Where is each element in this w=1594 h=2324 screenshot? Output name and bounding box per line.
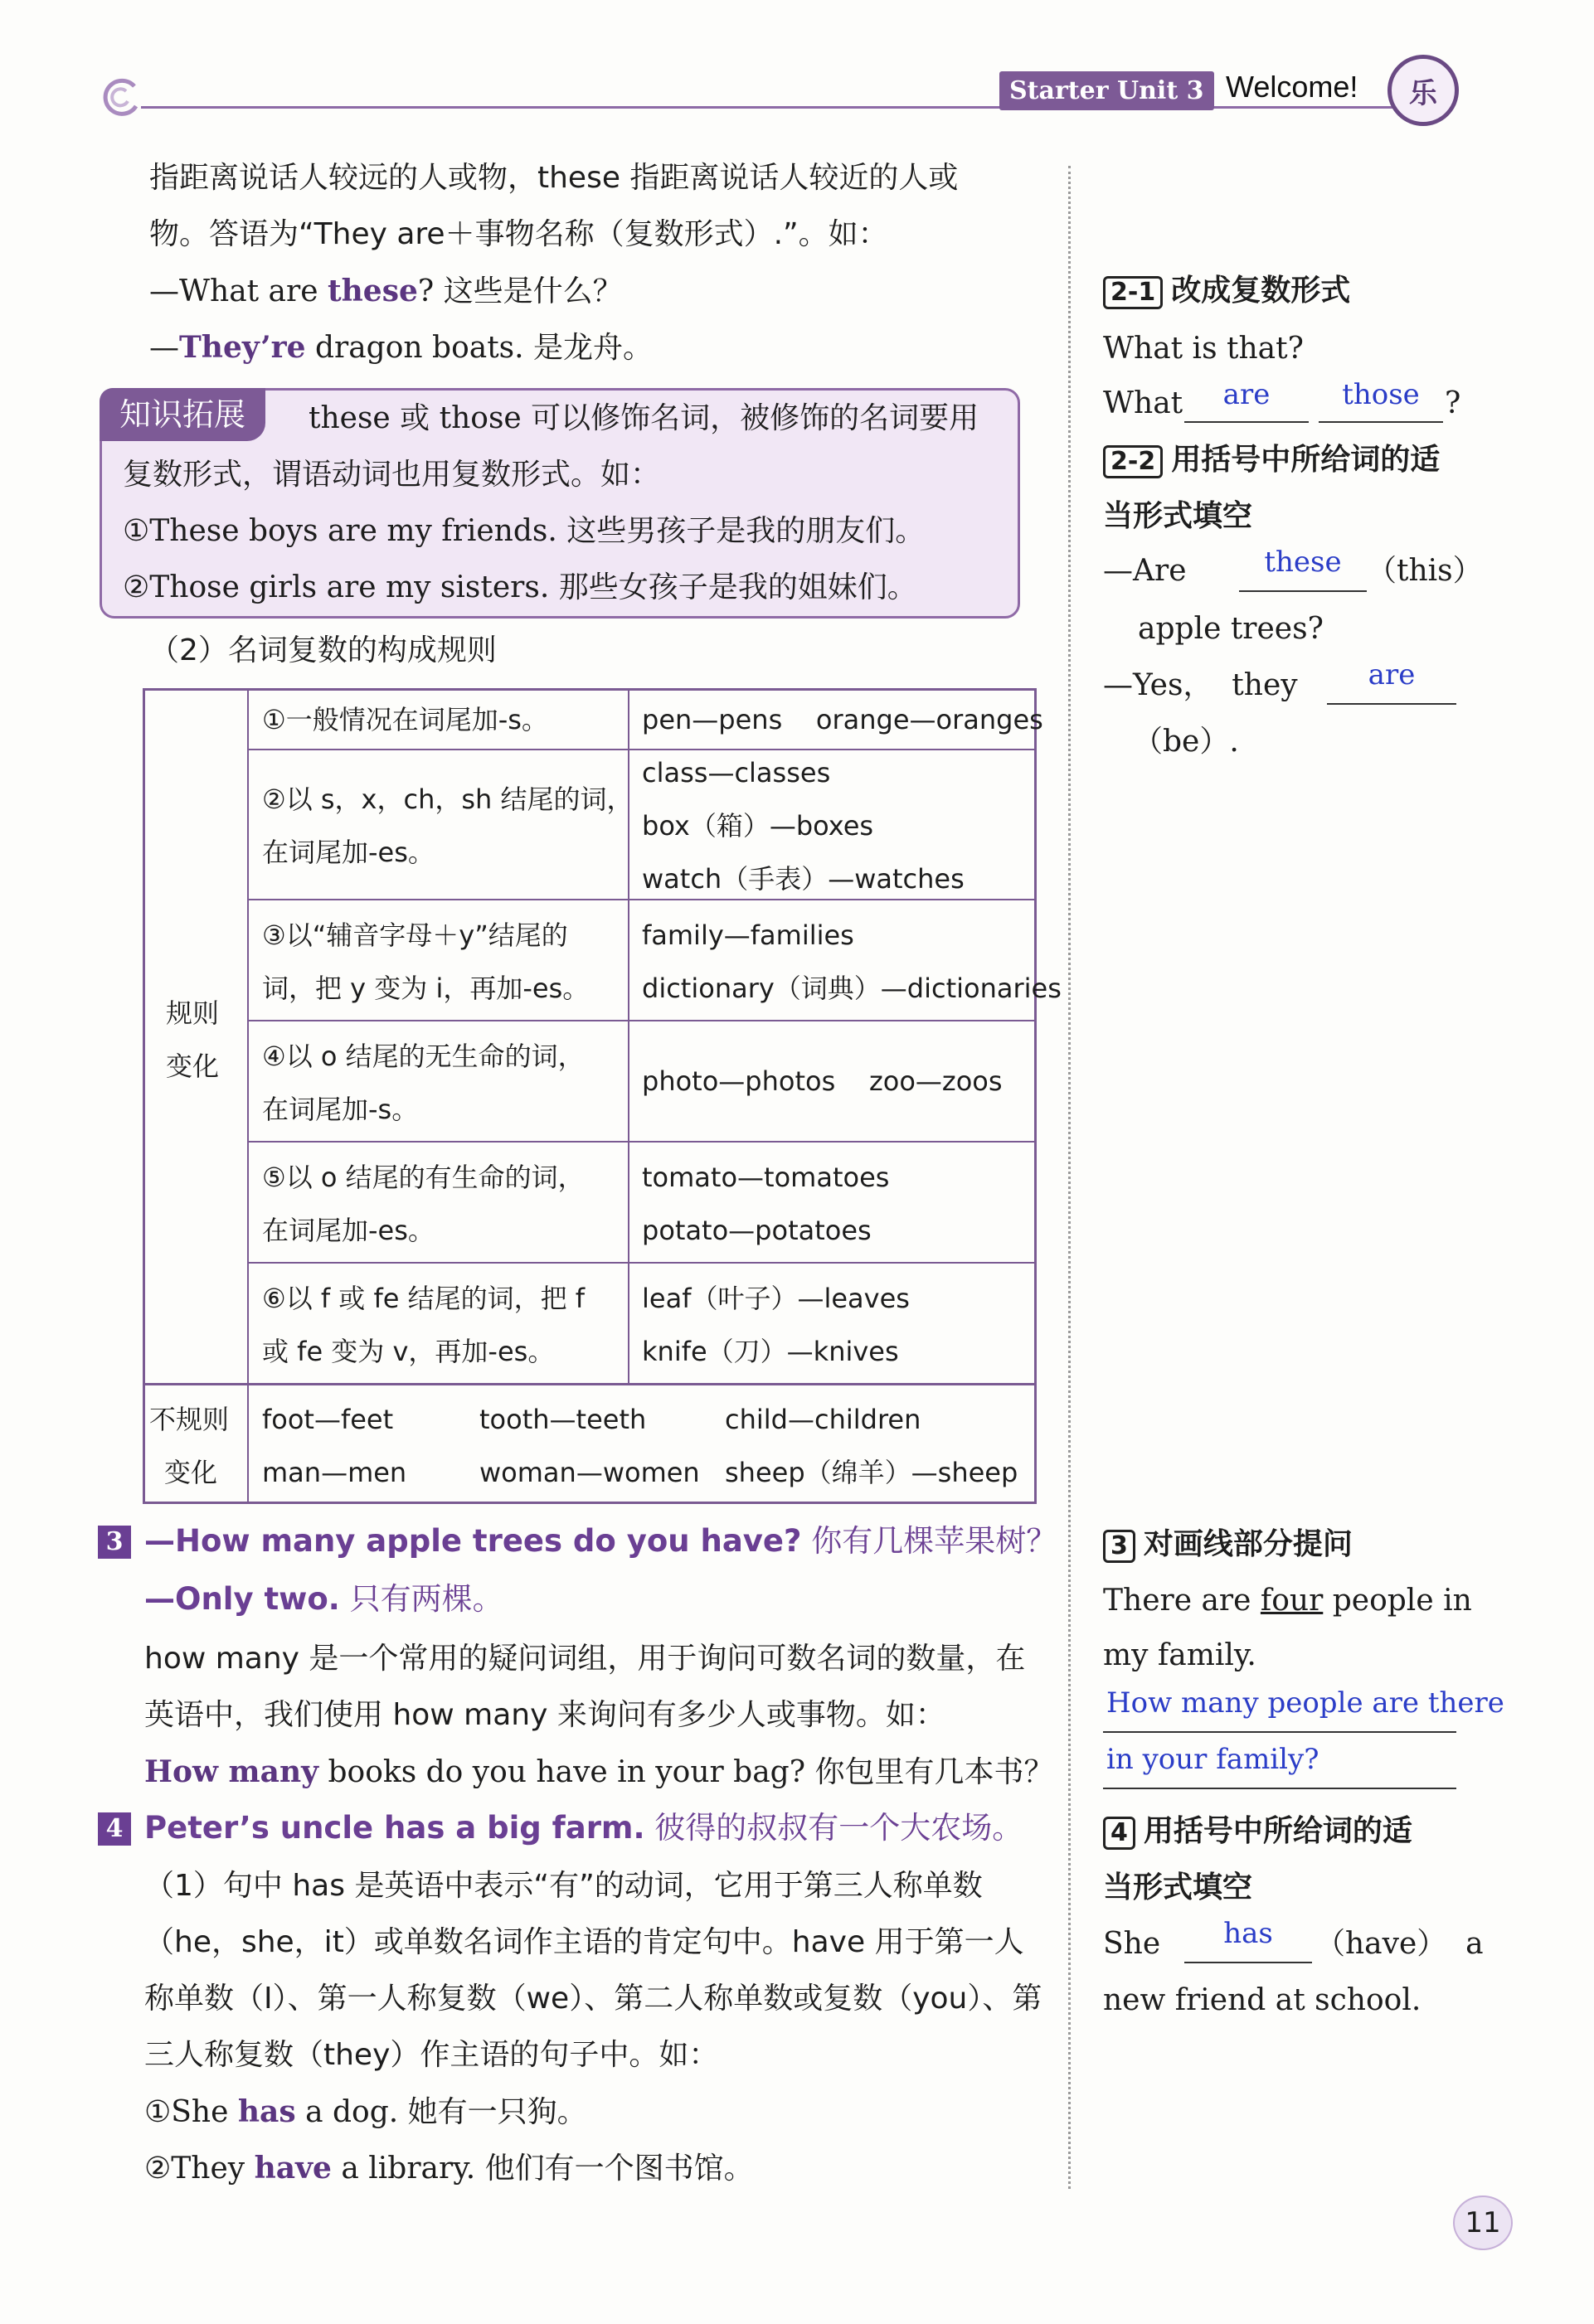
exercise-4-answer: has <box>1223 1917 1273 1950</box>
rule-3-example-1: family—families <box>642 919 854 951</box>
exercise-2-1-number: 2-1 <box>1103 276 1163 309</box>
exercise-3-number: 3 <box>1103 1530 1135 1563</box>
section-3-para-2: 英语中，我们使用 how many 来询问有多少人或事物。如： <box>144 1698 945 1732</box>
table-hline <box>247 1020 1037 1021</box>
rule-3-text-2: 词，把 y 变为 i，再加-es。 <box>262 973 590 1004</box>
section-4-para-3: 称单数（I）、第一人称复数（we）、第二人称单数或复数（you）、第 <box>144 1982 1042 2016</box>
exercise-2-1-title: 改成复数形式 <box>1171 274 1351 308</box>
exercise-4-title-2: 当形式填空 <box>1103 1870 1253 1904</box>
blank-underline <box>1103 1788 1456 1789</box>
rule-6-example-2: knife（刀）—knives <box>642 1336 899 1367</box>
ex-q-keyword: these <box>327 274 418 308</box>
exercise-4-she: She <box>1103 1927 1161 1961</box>
irregular-label-2: 变化 <box>164 1457 218 1488</box>
blank-underline <box>1239 590 1367 592</box>
exercise-4-line-2: new friend at school. <box>1103 1983 1421 2017</box>
exercise-3-answer-1: How many people are there <box>1106 1686 1504 1720</box>
exercise-3-underlined: four <box>1260 1584 1324 1618</box>
irregular-2c: sheep（绵羊）—sheep <box>725 1457 1018 1488</box>
rule-6-text-2: 或 fe 变为 v，再加-es。 <box>262 1336 555 1367</box>
section-3-answer-en: —Only two. <box>144 1581 340 1617</box>
exercise-2-2-answer-2: are <box>1368 658 1416 691</box>
rule-5-text-2: 在词尾加-es。 <box>262 1215 435 1246</box>
exercise-4-title-1: 用括号中所给词的适 <box>1143 1814 1412 1848</box>
exercise-2-2-hint-2: （be）. <box>1133 725 1239 759</box>
ex1-pre: ①She <box>144 2095 238 2129</box>
exercise-3-line-1 <box>1103 1580 1472 1622</box>
table-vline-irregular <box>247 1383 249 1504</box>
irregular-label-1: 不规则 <box>149 1404 230 1435</box>
intro-line-1: 指距离说话人较远的人或物，these 指距离说话人较近的人或 <box>149 161 959 195</box>
irregular-1c: child—children <box>725 1404 921 1435</box>
section-3-answer-cn: 只有两棵。 <box>339 1581 503 1617</box>
irregular-2a: man—men <box>262 1457 407 1488</box>
table-hline <box>247 1262 1037 1264</box>
swirl-icon <box>98 73 144 119</box>
exercise-4-hint: （have） a <box>1315 1927 1484 1961</box>
exercise-2-2-title-1: 用括号中所给词的适 <box>1171 443 1441 477</box>
exercise-2-1-heading <box>1103 270 1350 312</box>
table-caption: （2）名词复数的构成规则 <box>149 633 497 667</box>
rule-2-text-2: 在词尾加-es。 <box>262 837 435 868</box>
table-hline-irregular <box>143 1383 1037 1385</box>
section-4-heading <box>144 1807 1023 1849</box>
irregular-1b: tooth—teeth <box>479 1404 647 1435</box>
knowledge-line-1: these 或 those 可以修饰名词，被修饰的名词要用 <box>309 401 979 435</box>
knowledge-tag: 知识拓展 <box>100 388 265 441</box>
knowledge-line-3: ①These boys are my friends. 这些男孩子是我的朋友们。 <box>123 514 926 548</box>
intro-example-question <box>149 270 623 313</box>
ex1-keyword: has <box>237 2094 296 2129</box>
rule-3-text-1: ③以“辅音字母＋y”结尾的 <box>262 919 568 951</box>
ex-a-keyword: They’re <box>179 330 306 365</box>
exercise-2-2-yes: —Yes， they <box>1103 668 1298 702</box>
section-4-heading-en: Peter’s uncle has a big farm. <box>144 1810 645 1846</box>
exercise-2-1-answer-2: those <box>1342 378 1420 411</box>
section-4-para-2: （he，she，it）或单数名词作主语的肯定句中。have 用于第一人 <box>144 1925 1024 1959</box>
rule-1-example: pen—pens orange—oranges <box>642 704 1043 735</box>
rule-3-example-2: dictionary（词典）—dictionaries <box>642 973 1062 1004</box>
ex-q-post: ? 这些是什么？ <box>417 274 623 308</box>
ex2-keyword: have <box>254 2151 332 2186</box>
exercise-2-1-what: What <box>1103 386 1183 420</box>
blank-underline <box>1103 1731 1456 1733</box>
table-vline-label <box>247 688 249 1385</box>
blank-underline <box>1184 421 1309 423</box>
exercise-2-2-hint-1: （this） <box>1367 554 1483 588</box>
ex2-pre: ②They <box>144 2152 255 2186</box>
rule-1-text: ①一般情况在词尾加-s。 <box>262 704 548 735</box>
rule-2-example-3: watch（手表）—watches <box>642 863 965 895</box>
section-4-para-4: 三人称复数（they）作主语的句子中。如： <box>144 2038 719 2072</box>
section-3-question-cn: 你有几棵苹果树？ <box>801 1523 1057 1559</box>
section-3-question <box>144 1521 1057 1562</box>
section-4-para-1: （1）句中 has 是英语中表示“有”的动词，它用于第三人称单数 <box>144 1869 983 1903</box>
rule-2-example-1: class—classes <box>642 757 831 788</box>
section-3-example-rest: books do you have in your bag? 你包里有几本书？ <box>318 1755 1054 1789</box>
rule-5-example-1: tomato—tomatoes <box>642 1162 890 1193</box>
ex-q-pre: —What are <box>149 274 328 308</box>
knowledge-line-2: 复数形式，谓语动词也用复数形式。如： <box>123 458 661 492</box>
exercise-2-2-apple: apple trees? <box>1138 612 1324 646</box>
header-rule <box>141 106 1426 109</box>
exercise-2-1-prompt: What is that? <box>1103 332 1304 366</box>
exercise-3-line-1-post: people in <box>1323 1584 1472 1618</box>
section-4-example-1 <box>144 2091 587 2133</box>
section-3-question-en: —How many apple trees do you have? <box>144 1523 802 1559</box>
blank-underline <box>1327 703 1456 705</box>
ex1-post: a dog. 她有一只狗。 <box>295 2095 587 2129</box>
ex-a-pre: — <box>149 331 179 365</box>
rule-5-text-1: ⑤以 o 结尾的有生命的词， <box>262 1162 585 1193</box>
section-3-example-keyword: How many <box>144 1754 319 1789</box>
irregular-2b: woman—women <box>479 1457 700 1488</box>
exercise-4-number: 4 <box>1103 1817 1135 1850</box>
section-3-para-1: how many 是一个常用的疑问词组，用于询问可数名词的数量，在 <box>144 1642 1026 1676</box>
intro-example-answer <box>149 327 653 369</box>
section-3-number: 3 <box>98 1526 131 1559</box>
exercise-2-2-number: 2-2 <box>1103 445 1163 478</box>
regular-label-1: 规则 <box>166 997 220 1029</box>
rule-4-text-1: ④以 o 结尾的无生命的词， <box>262 1041 585 1072</box>
section-4-heading-cn: 彼得的叔叔有一个大农场。 <box>644 1810 1023 1846</box>
exercise-3-heading <box>1103 1524 1353 1565</box>
exercise-2-2-are: —Are <box>1103 554 1187 588</box>
exercise-3-answer-2: in your family? <box>1106 1743 1319 1776</box>
rule-4-example: photo—photos zoo—zoos <box>642 1065 1003 1097</box>
blank-underline <box>1319 421 1443 423</box>
unit-title: Welcome! <box>1226 70 1358 104</box>
rule-5-example-2: potato—potatoes <box>642 1215 872 1246</box>
logo-text: 乐 <box>1409 76 1437 110</box>
exercise-2-2-heading <box>1103 439 1440 481</box>
unit-badge: Starter Unit 3 <box>999 71 1214 110</box>
exercise-2-2-answer-1: these <box>1264 546 1342 579</box>
exercise-3-title: 对画线部分提问 <box>1143 1527 1353 1561</box>
irregular-1a: foot—feet <box>262 1404 394 1435</box>
regular-label-2: 变化 <box>166 1050 220 1082</box>
ex-a-post: dragon boats. 是龙舟。 <box>305 331 654 365</box>
knowledge-line-4: ②Those girls are my sisters. 那些女孩子是我的姐妹们。 <box>123 570 917 604</box>
exercise-4-heading <box>1103 1811 1412 1852</box>
section-3-answer <box>144 1579 503 1620</box>
exercise-3-line-2: my family. <box>1103 1638 1256 1672</box>
exercise-2-2-title-2: 当形式填空 <box>1103 499 1253 533</box>
publisher-logo <box>1387 55 1459 126</box>
intro-line-2: 物。答语为“They are＋事物名称（复数形式）.”。如： <box>149 217 888 251</box>
section-4-number: 4 <box>98 1812 131 1846</box>
blank-underline <box>1184 1962 1312 1963</box>
section-3-example <box>144 1751 1053 1793</box>
exercise-2-1-end: ? <box>1445 386 1461 420</box>
table-hline <box>247 1141 1037 1143</box>
exercise-3-line-1-pre: There are <box>1103 1584 1261 1618</box>
rule-6-example-1: leaf（叶子）—leaves <box>642 1283 910 1314</box>
column-divider <box>1068 166 1071 2189</box>
rule-6-text-1: ⑥以 f 或 fe 结尾的词，把 f <box>262 1283 586 1314</box>
exercise-2-1-answer-1: are <box>1222 378 1271 411</box>
rule-4-text-2: 在词尾加-s。 <box>262 1094 419 1125</box>
section-4-example-2 <box>144 2147 754 2190</box>
rule-2-text-1: ②以 s，x，ch，sh 结尾的词， <box>262 784 634 815</box>
ex2-post: a library. 他们有一个图书馆。 <box>331 2152 754 2186</box>
rule-2-example-2: box（箱）—boxes <box>642 810 874 842</box>
page-number: 11 <box>1453 2195 1513 2250</box>
